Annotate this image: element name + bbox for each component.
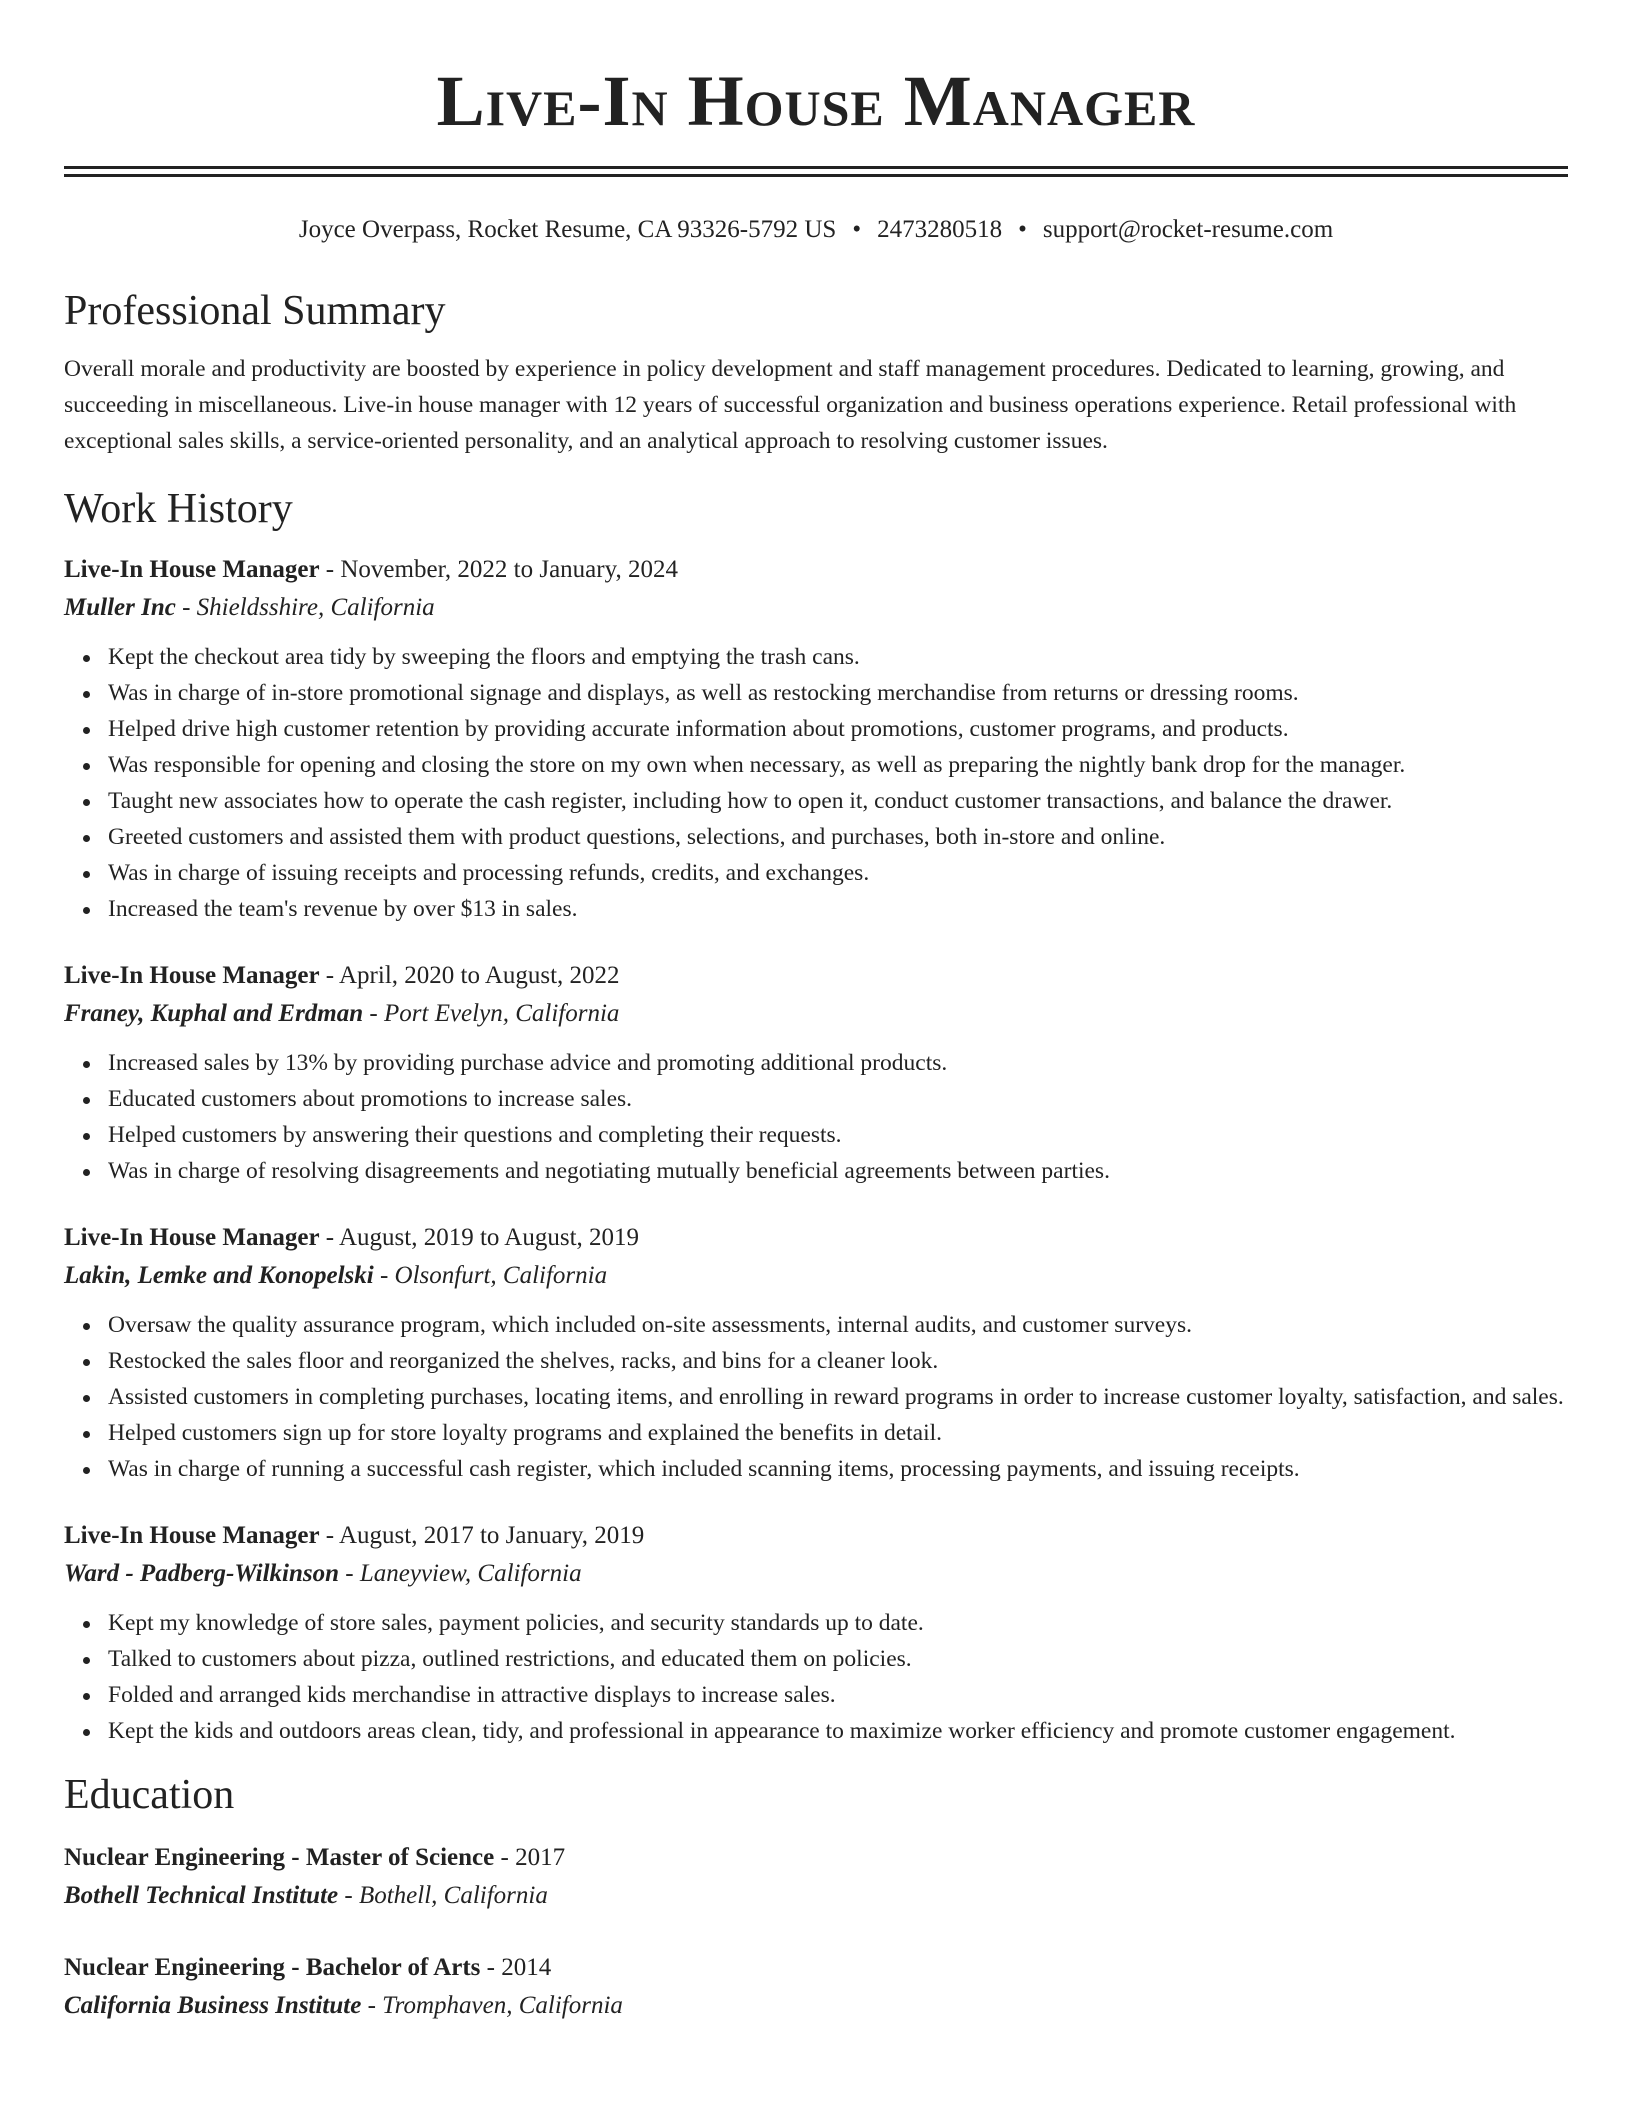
job-title-line — [64, 957, 1568, 995]
job-bullets — [64, 639, 1568, 927]
school-location: - Tromphaven, California — [361, 1992, 623, 2019]
job-company-line — [64, 995, 1568, 1033]
school-name: California Business Institute — [64, 1992, 362, 2019]
job-company: Muller Inc — [64, 594, 176, 621]
job-dates: - August, 2019 to August, 2019 — [319, 1224, 640, 1251]
job-dates: - April, 2020 to August, 2022 — [319, 962, 620, 989]
bullet-item: Helped drive high customer retention by providing accurate information about promotions, customer programs, and products. — [108, 711, 1568, 747]
bullet-item: Greeted customers and assisted them with product questions, selections, and purchases, both in-store and online. — [108, 819, 1568, 855]
document-title: Live-In House Manager — [436, 61, 1196, 141]
summary-section — [64, 285, 1568, 459]
summary-text: Overall morale and productivity are boosted by experience in policy development and staff management procedures. Dedicated to learning, growing, and succeeding in miscellaneous. Live-in house manager with 12 years of successful organization and business operations experience. Retail professional with exceptional sales skills, a service-oriented personality, and an analytical approach to resolving customer issues. — [64, 356, 1517, 454]
education-entry — [64, 1949, 1568, 2025]
contact-phone: 2473280518 — [877, 216, 1003, 243]
job-title-line — [64, 1219, 1568, 1257]
contact-email: support@rocket-resume.com — [1042, 216, 1334, 243]
bullet-item: Helped customers sign up for store loyalty programs and explained the benefits in detail. — [108, 1415, 1568, 1451]
job-entry — [64, 551, 1568, 927]
contact-separator: • — [1018, 216, 1027, 243]
bullet-item: Taught new associates how to operate the cash register, including how to open it, conduct customer transactions, and balance the drawer. — [108, 783, 1568, 819]
job-entry — [64, 957, 1568, 1189]
job-location: - Port Evelyn, California — [363, 1000, 620, 1027]
bullet-item: Was in charge of running a successful cash register, which included scanning items, processing payments, and issuing receipts. — [108, 1451, 1568, 1487]
education-entry — [64, 1839, 1568, 1915]
bullet-item: Restocked the sales floor and reorganized the shelves, racks, and bins for a cleaner look. — [108, 1343, 1568, 1379]
education-section — [64, 1769, 1568, 2025]
work-history-heading: Work History — [64, 486, 293, 532]
contact-line — [64, 213, 1568, 247]
school-name: Bothell Technical Institute — [64, 1882, 339, 1909]
graduation-year: - 2014 — [480, 1954, 552, 1981]
job-company: Ward - Padberg-Wilkinson — [64, 1560, 340, 1587]
job-title-line — [64, 551, 1568, 589]
job-title: Live-In House Manager — [64, 1224, 320, 1251]
job-dates: - August, 2017 to January, 2019 — [319, 1522, 645, 1549]
contact-separator: • — [852, 216, 862, 243]
degree-line — [64, 1949, 1568, 1987]
job-company-line — [64, 1257, 1568, 1295]
job-company-line — [64, 1555, 1568, 1593]
degree: Nuclear Engineering - Bachelor of Arts — [64, 1954, 481, 1981]
bullet-item: Folded and arranged kids merchandise in attractive displays to increase sales. — [108, 1677, 1568, 1713]
bullet-item: Kept the checkout area tidy by sweeping the floors and emptying the trash cans. — [108, 639, 1568, 675]
school-line — [64, 1987, 1568, 2025]
job-entry — [64, 1219, 1568, 1487]
graduation-year: - 2017 — [494, 1844, 566, 1871]
job-location: - Laneyview, California — [339, 1560, 582, 1587]
title-double-rule — [64, 166, 1568, 177]
job-location: - Shieldsshire, California — [175, 594, 435, 621]
work-history-section — [64, 483, 1568, 1749]
summary-heading: Professional Summary — [64, 288, 446, 334]
bullet-item: Kept my knowledge of store sales, payment policies, and security standards up to date. — [108, 1605, 1568, 1641]
school-line — [64, 1877, 1568, 1915]
bullet-item: Oversaw the quality assurance program, which included on-site assessments, internal audits, and customer surveys. — [108, 1307, 1568, 1343]
degree: Nuclear Engineering - Master of Science — [64, 1844, 495, 1871]
job-dates: - November, 2022 to January, 2024 — [319, 556, 678, 583]
school-location: - Bothell, California — [338, 1882, 548, 1909]
job-title: Live-In House Manager — [64, 556, 320, 583]
bullet-item: Educated customers about promotions to increase sales. — [108, 1081, 1568, 1117]
bullet-item: Kept the kids and outdoors areas clean, tidy, and professional in appearance to maximize worker efficiency and promote customer engagement. — [108, 1713, 1568, 1749]
job-title: Live-In House Manager — [64, 1522, 320, 1549]
job-title: Live-In House Manager — [64, 962, 320, 989]
job-location: - Olsonfurt, California — [373, 1262, 608, 1289]
bullet-item: Helped customers by answering their questions and completing their requests. — [108, 1117, 1568, 1153]
job-entry — [64, 1517, 1568, 1749]
bullet-item: Assisted customers in completing purchases, locating items, and enrolling in reward programs in order to increase customer loyalty, satisfaction, and sales. — [108, 1379, 1568, 1415]
job-bullets — [64, 1307, 1568, 1487]
education-heading: Education — [64, 1772, 235, 1818]
job-company-line — [64, 589, 1568, 627]
contact-address: Joyce Overpass, Rocket Resume, CA 93326-5792 US — [298, 216, 837, 243]
job-company: Franey, Kuphal and Erdman — [64, 1000, 364, 1027]
job-title-line — [64, 1517, 1568, 1555]
bullet-item: Was responsible for opening and closing the store on my own when necessary, as well as preparing the nightly bank drop for the manager. — [108, 747, 1568, 783]
job-company: Lakin, Lemke and Konopelski — [64, 1262, 374, 1289]
job-bullets — [64, 1045, 1568, 1189]
job-bullets — [64, 1605, 1568, 1749]
bullet-item: Was in charge of in-store promotional signage and displays, as well as restocking merchandise from returns or dressing rooms. — [108, 675, 1568, 711]
bullet-item: Was in charge of issuing receipts and processing refunds, credits, and exchanges. — [108, 855, 1568, 891]
bullet-item: Talked to customers about pizza, outlined restrictions, and educated them on policies. — [108, 1641, 1568, 1677]
bullet-item: Was in charge of resolving disagreements and negotiating mutually beneficial agreements between parties. — [108, 1153, 1568, 1189]
bullet-item: Increased the team's revenue by over $13 in sales. — [108, 891, 1568, 927]
degree-line — [64, 1839, 1568, 1877]
bullet-item: Increased sales by 13% by providing purchase advice and promoting additional products. — [108, 1045, 1568, 1081]
